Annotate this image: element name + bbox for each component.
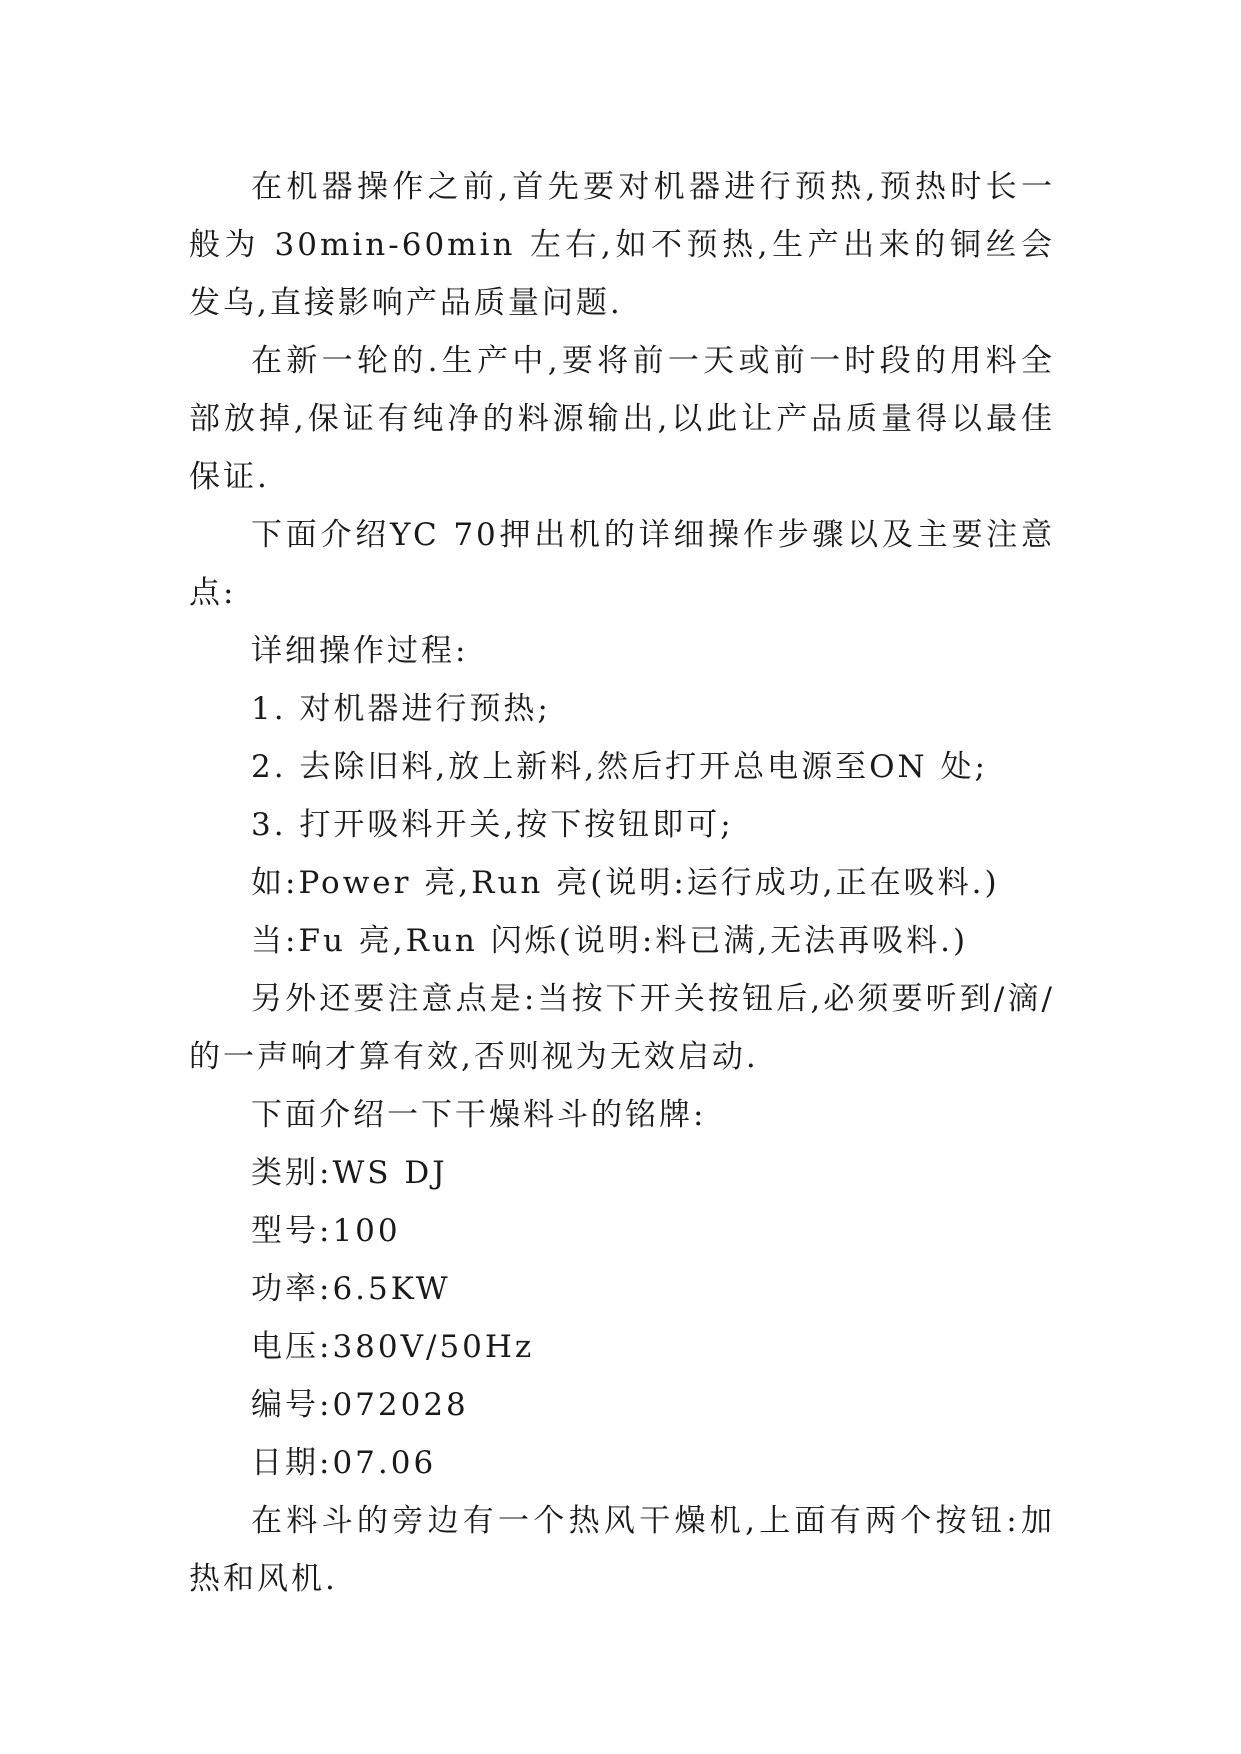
paragraph-nameplate-intro: 下面介绍一下干燥料斗的铭牌:	[251, 1097, 707, 1133]
paragraph-intro-steps: 下面介绍YC 70押出机的详细操作步骤以及主要注意点:	[189, 517, 1055, 611]
nameplate-model: 型号:100	[251, 1213, 401, 1249]
nameplate-date: 日期:07.06	[251, 1445, 437, 1481]
paragraph-dryer: 在料斗的旁边有一个热风干燥机,上面有两个按钮:加热和风机.	[189, 1503, 1055, 1597]
nameplate-power: 功率:6.5KW	[251, 1271, 451, 1307]
paragraph-preheat: 在机器操作之前,首先要对机器进行预热,预热时长一般为 30min-60min 左右,如不预热,生产出来的铜丝会发乌,直接影响产品质量问题.	[189, 169, 1055, 321]
nameplate-voltage: 电压:380V/50Hz	[251, 1329, 535, 1365]
paragraph-process-heading: 详细操作过程:	[251, 633, 469, 669]
paragraph-attention: 另外还要注意点是:当按下开关按钮后,必须要听到/滴/的一声响才算有效,否则视为无效启动.	[189, 981, 1055, 1075]
list-item-step-3: 3. 打开吸料开关,按下按钮即可;	[251, 807, 734, 843]
list-item-step-2: 2. 去除旧料,放上新料,然后打开总电源至ON 处;	[251, 749, 988, 785]
paragraph-clear-material: 在新一轮的.生产中,要将前一天或前一时段的用料全部放掉,保证有纯净的料源输出,以此让产品质量得以最佳保证.	[189, 343, 1055, 495]
nameplate-serial: 编号:072028	[251, 1387, 469, 1423]
document-body	[189, 158, 1055, 1608]
nameplate-category: 类别:WS DJ	[251, 1155, 448, 1191]
paragraph-fu-run: 当:Fu 亮,Run 闪烁(说明:料已满,无法再吸料.)	[251, 923, 969, 959]
paragraph-power-run: 如:Power 亮,Run 亮(说明:运行成功,正在吸料.)	[251, 865, 1000, 901]
list-item-step-1: 1. 对机器进行预热;	[251, 691, 551, 727]
